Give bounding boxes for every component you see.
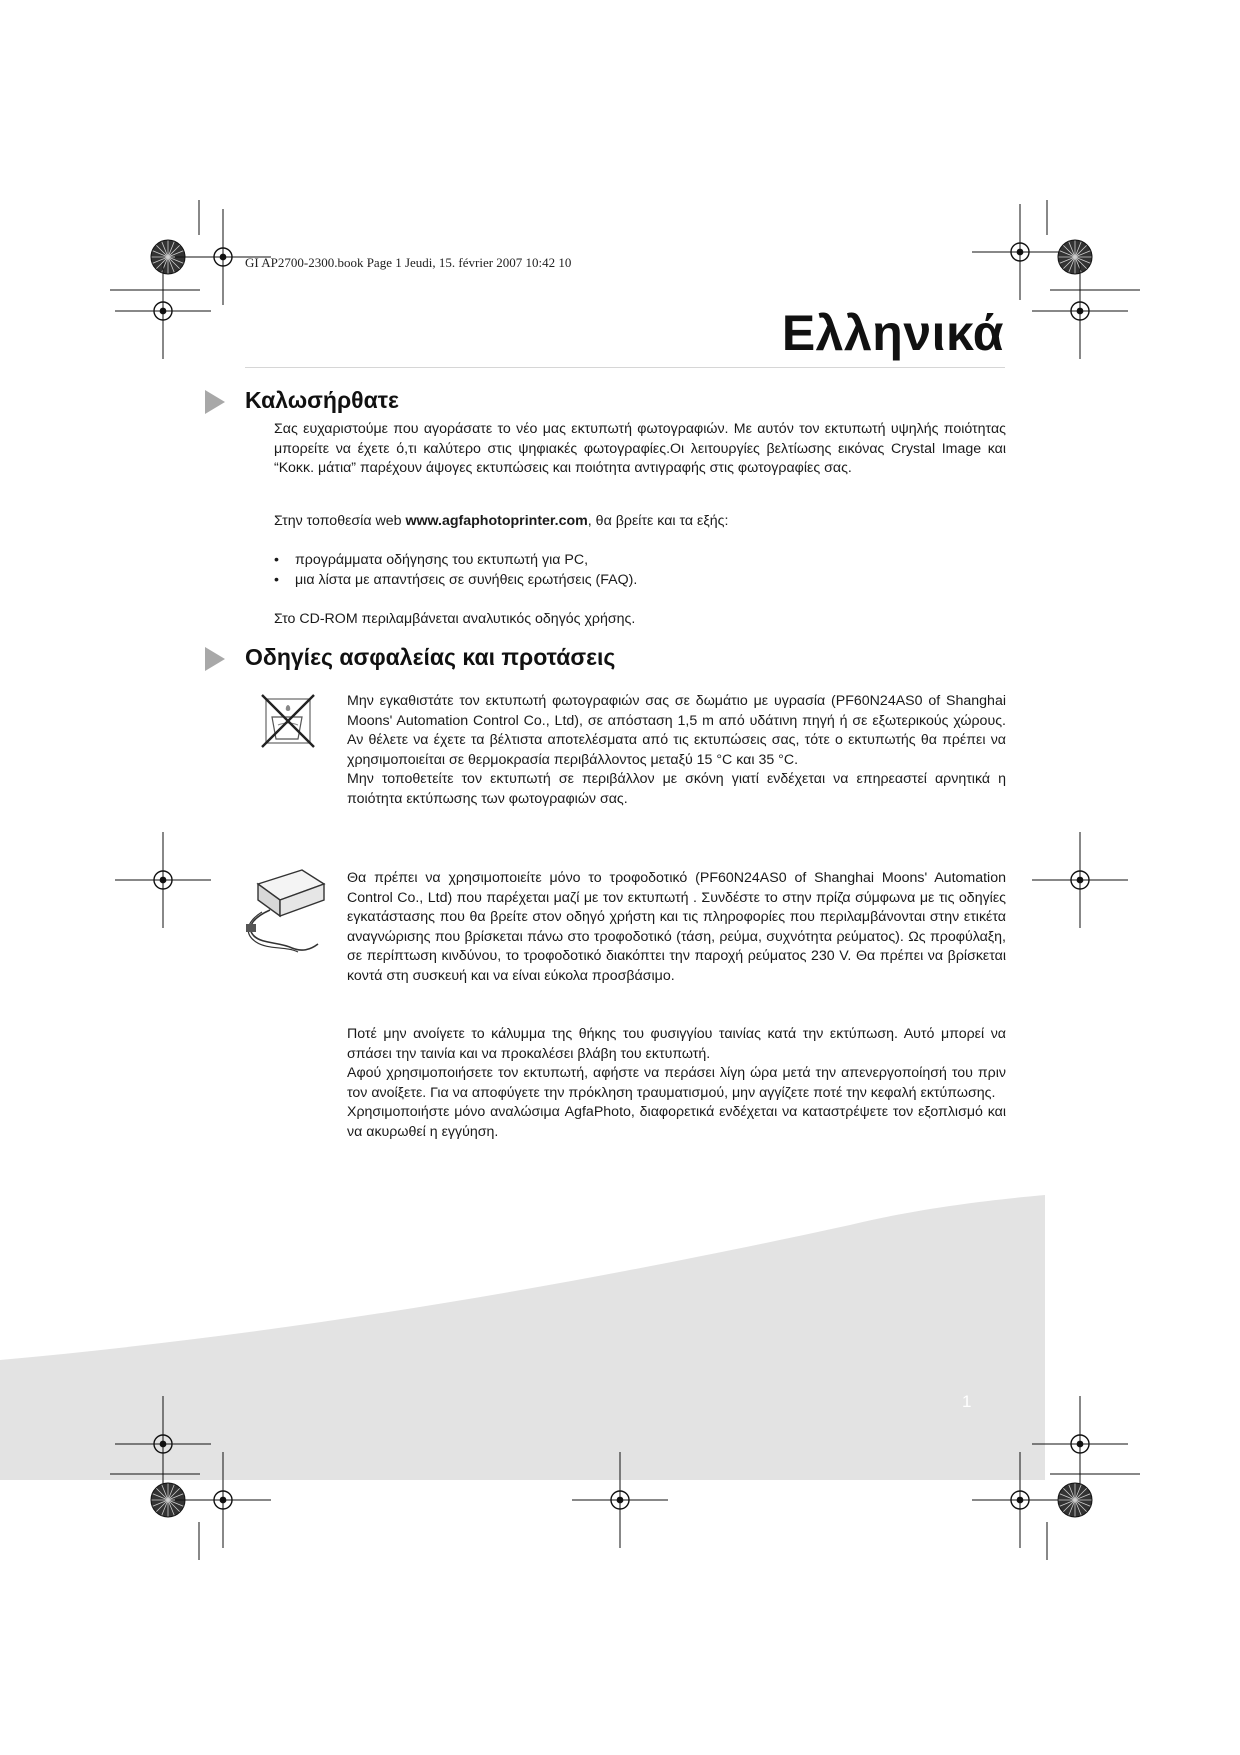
- safety-block-power: [347, 869, 1006, 987]
- safety-paragraph: Χρησιμοποιήστε μόνο αναλώσιμα AgfaPhoto, διαφορετικά ενδέχεται να καταστρέψετε τον εξοπλισμό και να ακυρωθεί η εγγύηση.: [347, 1104, 1006, 1140]
- welcome-intro: Σας ευχαριστούμε που αγοράσατε το νέο μας εκτυπωτή φωτογραφιών. Με αυτόν τον εκτυπωτή υψηλής ποιότητας μπορείτε να έχετε ό,τι καλύτερο στις ψηφιακές φωτογραφίες.Οι λειτουργίες βελτίωσης εικόνας Crystal Image και “Κοκκ. μάτια” παρέχουν άψογες εκτυπώσεις και ποιότητα αντιγραφής στις φωτογραφίες σας.: [274, 421, 1006, 477]
- title-divider: [245, 367, 1005, 368]
- web-suffix: , θα βρείτε και τα εξής:: [587, 513, 729, 529]
- no-water-icon: [258, 691, 320, 753]
- welcome-heading: Καλωσήρθατε: [245, 387, 399, 413]
- web-resources-list: [274, 551, 637, 590]
- safety-paragraph: Μην τοποθετείτε τον εκτυπωτή σε περιβάλλον με σκόνη γιατί ενδέχεται να επηρεαστεί αρνητικά η ποιότητα εκτύπωσης των φωτογραφιών σας.: [347, 771, 1006, 807]
- safety-paragraph: Ποτέ μην ανοίγετε το κάλυμμα της θήκης του φυσιγγίου ταινίας κατά την εκτύπωση. Αυτό μπορεί να σπάσει την ταινία και να προκαλέσει βλάβη του εκτυπωτή.: [347, 1026, 1006, 1062]
- welcome-web-line: [274, 512, 1006, 532]
- page-number: 1: [962, 1392, 972, 1411]
- safety-paragraph: Αφού χρησιμοποιήσετε τον εκτυπωτή, αφήστε να περάσει λίγη ώρα μετά την απενεργοποίησή του πριν τον ανοίξετε. Για να αποφύγετε την πρόκληση τραυματισμού, μην αγγίζετε ποτέ την κεφαλή εκτύπωσης.: [347, 1065, 1006, 1101]
- power-adapter-icon: [240, 862, 335, 957]
- safety-paragraph: Θα πρέπει να χρησιμοποιείτε μόνο το τροφοδοτικό (PF60N24AS0 of Shanghai Moons' Automation Control Co., Ltd) που παρέχεται μαζί με τον εκτυπωτή . Συνδέστε το στην πρίζα σύμφωνα με τις οδηγίες εγκατάστασης που θα βρείτε στον οδηγό χρήστη και τις πληροφορίες που περιλαμβάνονται στην ετικέτα αναγνώρισης που βρίσκεται πάνω στο τροφοδοτικό (τάση, ρεύμα, συχνότητα ρεύματος). Ως προφύλαξη, σε περίπτωση κινδύνου, το τροφοδοτικό διακόπτει την παροχή ρεύματος 230 V. Θα πρέπει να βρίσκεται κοντά στη συσκευή και να είναι εύκολα προσβάσιμο.: [347, 870, 1006, 984]
- safety-heading: Οδηγίες ασφαλείας και προτάσεις: [245, 644, 616, 670]
- list-item: • προγράμματα οδήγησης του εκτυπωτή για PC,: [274, 551, 637, 571]
- print-info: GI AP2700-2300.book Page 1 Jeudi, 15. février 2007 10:42 10: [245, 255, 572, 270]
- safety-block-humidity: [347, 692, 1006, 810]
- section-arrow-icon: [205, 390, 225, 414]
- web-prefix: Στην τοποθεσία web: [274, 513, 406, 529]
- language-title: Ελληνικά: [781, 305, 1004, 361]
- cdrom-note: Στο CD-ROM περιλαμβάνεται αναλυτικός οδηγός χρήσης.: [274, 611, 636, 627]
- website-link[interactable]: www.agfaphotoprinter.com: [405, 513, 588, 529]
- safety-paragraph: Μην εγκαθιστάτε τον εκτυπωτή φωτογραφιών σας σε δωμάτιο με υγρασία (PF60N24AS0 of Shanghai Moons' Automation Control Co., Ltd), σε απόσταση 1,5 m από υδάτινη πηγή ή σε εξωτερικούς χώρους. Αν θέλετε να έχετε τα βέλτιστα αποτελέσματα από τις εκτυπώσεις σας, τότε ο εκτυπωτής θα πρέπει να χρησιμοποιείται σε θερμοκρασία περιβάλλοντος μεταξύ 15 °C και 35 °C.: [347, 693, 1006, 768]
- safety-block-usage: [347, 1025, 1006, 1143]
- section-arrow-icon: [205, 647, 225, 671]
- list-item: • μια λίστα με απαντήσεις σε συνήθεις ερωτήσεις (FAQ).: [274, 571, 637, 591]
